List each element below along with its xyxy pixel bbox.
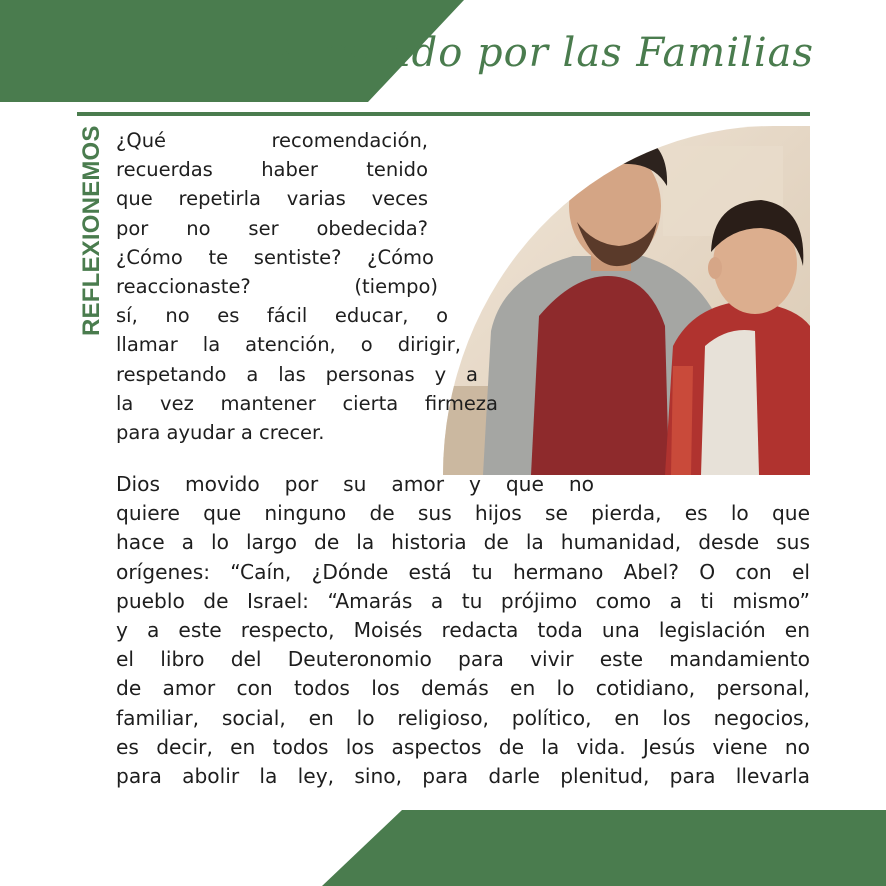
- intro-line: respetando a las personas y a: [116, 362, 478, 386]
- intro-line: la vez mantener cierta firmeza: [116, 391, 498, 415]
- body-line: orígenes: “Caín, ¿Dónde está tu hermano Abel? O con el: [116, 559, 810, 584]
- body-line: de amor con todos los demás en lo cotidiano, personal,: [116, 676, 810, 701]
- intro-line: sí, no es fácil educar, o: [116, 304, 448, 328]
- intro-line: ¿Qué recomendación,: [116, 129, 428, 152]
- father-son-photo: [443, 126, 810, 475]
- body-paragraph: [116, 470, 810, 791]
- side-label: [78, 126, 106, 336]
- body-line: familiar, social, en lo religioso, político, en los negocios,: [116, 705, 810, 730]
- photo-illustration: [443, 126, 810, 475]
- bottom-banner: [0, 810, 886, 886]
- intro-line: por no ser obedecida?: [116, 216, 428, 240]
- body-line: para abolir la ley, sino, para darle plenitud, para llevarla: [116, 764, 810, 789]
- body-line: quiere que ninguno de sus hijos se pierda, es lo que: [116, 501, 810, 526]
- intro-line: recuerdas haber tenido: [116, 158, 428, 182]
- header-title: Sumando por las Familias: [265, 30, 814, 76]
- intro-line: que repetirla varias veces: [116, 187, 428, 211]
- intro-paragraph: [116, 126, 498, 447]
- intro-line: llamar la atención, o dirigir,: [116, 333, 461, 357]
- side-label-text: REFLEXIONEMOS: [78, 125, 105, 336]
- body-line: pueblo de Israel: “Amarás a tu prójimo como a ti mismo”: [116, 588, 810, 613]
- body-line: hace a lo largo de la historia de la humanidad, desde sus: [116, 530, 810, 555]
- divider-rule: [77, 112, 810, 116]
- body-line: y a este respecto, Moisés redacta toda una legislación en: [116, 618, 810, 643]
- body-line: el libro del Deuteronomio para vivir este mandamiento: [116, 647, 810, 672]
- intro-line: para ayudar a crecer.: [116, 421, 325, 445]
- intro-line: reaccionaste? (tiempo): [116, 275, 438, 299]
- body-line: es decir, en todos los aspectos de la vida. Jesús viene no: [116, 734, 810, 759]
- body-line: Dios movido por su amor y que no: [116, 472, 594, 496]
- intro-line: ¿Cómo te sentiste? ¿Cómo: [116, 245, 434, 269]
